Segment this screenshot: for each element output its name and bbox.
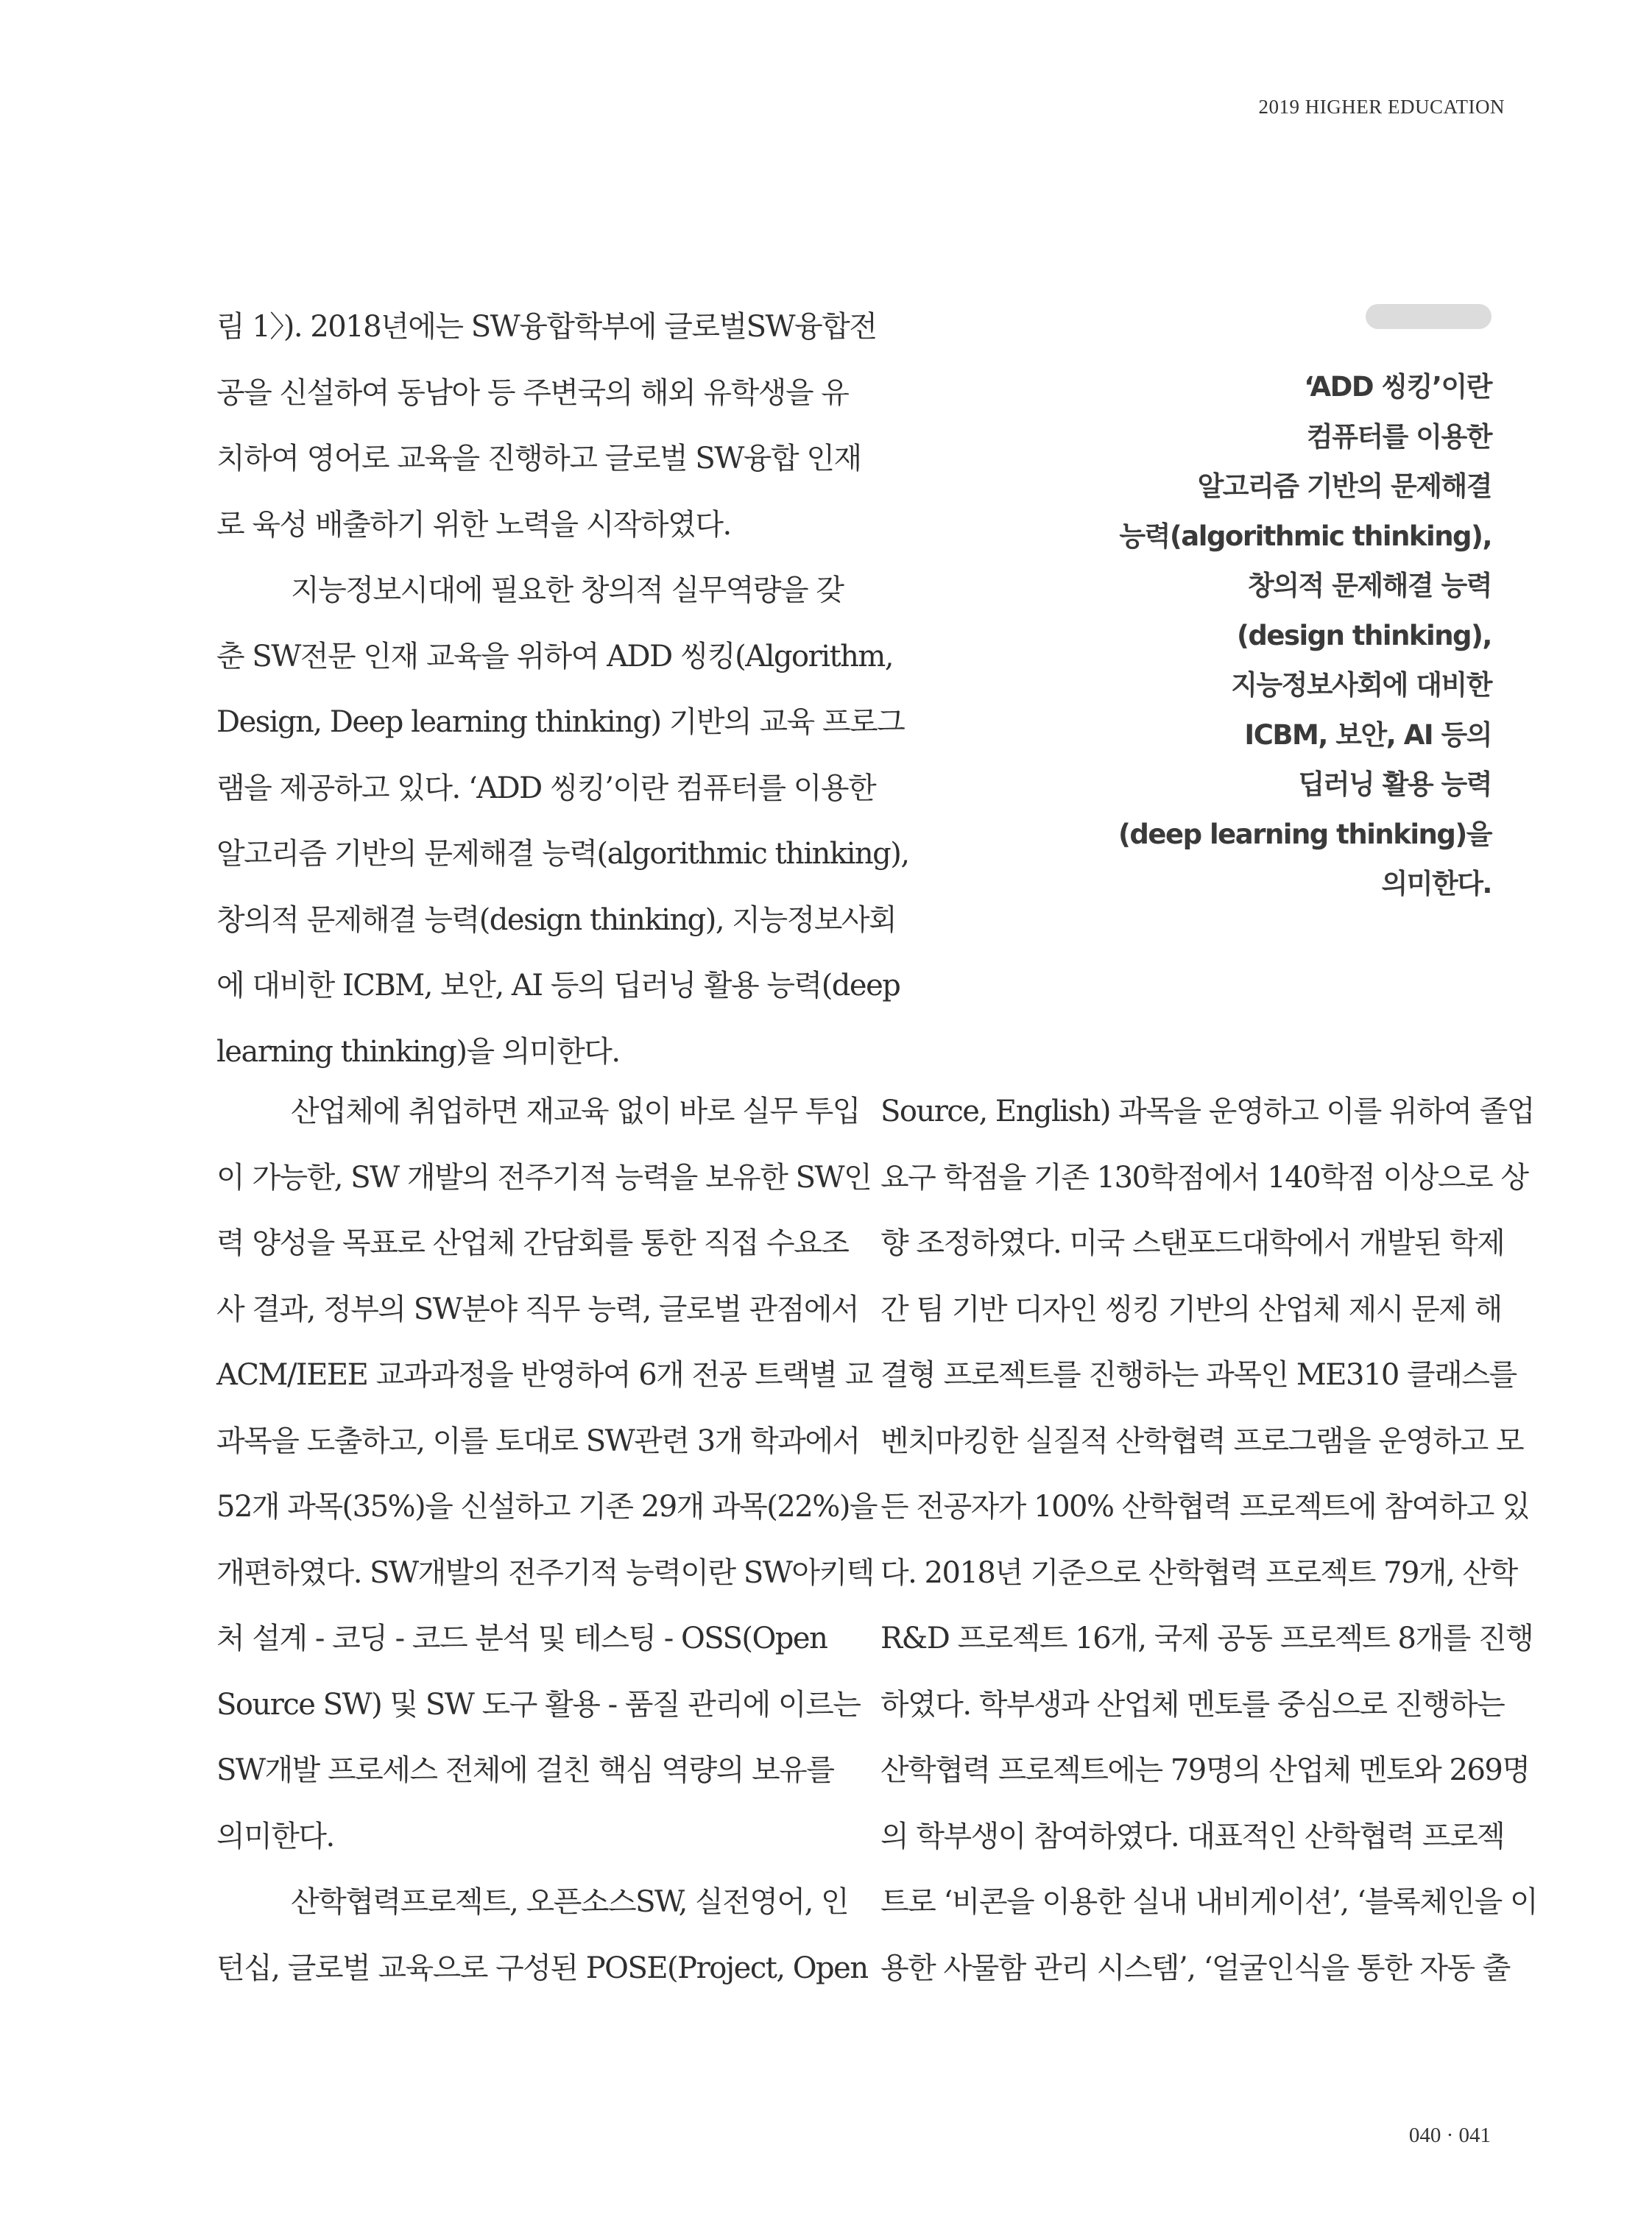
pull-quote-line: 딥러닝 활용 능력 <box>1298 768 1492 800</box>
text-line: 치하여 영어로 교육을 진행하고 글로벌 SW융합 인재 <box>216 442 861 476</box>
text-line: 의미한다. <box>216 1819 334 1853</box>
text-line: 에 대비한 ICBM, 보안, AI 등의 딥러닝 활용 능력(deep <box>216 969 900 1003</box>
pull-quote-line: ICBM, 보안, AI 등의 <box>1244 718 1492 751</box>
text-line: learning thinking)을 의미한다. <box>216 1034 620 1069</box>
pull-quote-line: 창의적 문제해결 능력 <box>1248 570 1492 601</box>
text-line: R&D 프로젝트 16개, 국제 공동 프로젝트 8개를 진행 <box>880 1622 1533 1655</box>
text-line: 춘 SW전문 인재 교육을 위하여 ADD 씽킹(Algorithm, <box>216 639 894 674</box>
text-line: 처 설계 - 코딩 - 코드 분석 및 테스팅 - OSS(Open <box>216 1622 827 1655</box>
text-line: 알고리즘 기반의 문제해결 능력(algorithmic thinking), <box>216 837 909 871</box>
text-line: 결형 프로젝트를 진행하는 과목인 ME310 클래스를 <box>880 1358 1517 1392</box>
text-line: 든 전공자가 100% 산학협력 프로젝트에 참여하고 있 <box>880 1490 1530 1524</box>
page-number: 040 · 041 <box>1408 2124 1491 2147</box>
running-header: 2019 HIGHER EDUCATION <box>1258 96 1505 118</box>
text-line: 개편하였다. SW개발의 전주기적 능력이란 SW아키텍 <box>216 1555 874 1590</box>
text-line: SW개발 프로세스 전체에 걸친 핵심 역량의 보유를 <box>216 1753 834 1787</box>
paragraph <box>216 1870 868 2001</box>
text-line: 다. 2018년 기준으로 산학협력 프로젝트 79개, 산학 <box>880 1555 1517 1590</box>
text-line: 공을 신설하여 동남아 등 주변국의 해외 유학생을 유 <box>216 375 849 410</box>
text-line: Design, Deep learning thinking) 기반의 교육 프로그 <box>216 705 905 739</box>
pull-quote-line: ‘ADD 씽킹’이란 <box>1304 371 1492 403</box>
text-line: 램을 제공하고 있다. ‘ADD 씽킹’이란 컴퓨터를 이용한 <box>216 771 876 805</box>
paragraph <box>880 1079 1538 2001</box>
left-column-top <box>216 294 909 1085</box>
pull-quote-line: (design thinking), <box>1236 619 1492 651</box>
pull-quote-line: 지능정보사회에 대비한 <box>1231 669 1492 701</box>
text-line: 력 양성을 목표로 산업체 간담회를 통한 직접 수요조 <box>216 1226 849 1260</box>
text-line: 트로 ‘비콘을 이용한 실내 내비게이션’, ‘블록체인을 이 <box>880 1885 1538 1919</box>
text-line: 간 팀 기반 디자인 씽킹 기반의 산업체 제시 문제 해 <box>880 1292 1502 1326</box>
text-line: 용한 사물함 관리 시스템’, ‘얼굴인식을 통한 자동 출 <box>880 1951 1510 1985</box>
text-line: 지능정보시대에 필요한 창의적 실무역량을 갖 <box>291 573 844 607</box>
pull-quote-line: 의미한다. <box>1381 868 1492 899</box>
text-line: 이 가능한, SW 개발의 전주기적 능력을 보유한 SW인 <box>216 1160 872 1195</box>
text-line: ACM/IEEE 교과과정을 반영하여 6개 전공 트랙별 교 <box>216 1358 872 1392</box>
text-line: Source, English) 과목을 운영하고 이를 위하여 졸업 <box>880 1095 1534 1128</box>
text-line: Source SW) 및 SW 도구 활용 - 품질 관리에 이르는 <box>216 1687 861 1722</box>
text-line: 로 육성 배출하기 위한 노력을 시작하였다. <box>216 507 731 542</box>
text-line: 52개 과목(35%)을 신설하고 기존 29개 과목(22%)을 <box>216 1490 878 1524</box>
text-line: 창의적 문제해결 능력(design thinking), 지능정보사회 <box>216 902 897 937</box>
text-line: 하였다. 학부생과 산업체 멘토를 중심으로 진행하는 <box>880 1687 1505 1722</box>
text-line: 의 학부생이 참여하였다. 대표적인 산학협력 프로젝 <box>880 1819 1505 1853</box>
right-column-bottom <box>880 1079 1538 2001</box>
text-line: 요구 학점을 기존 130학점에서 140학점 이상으로 상 <box>880 1160 1528 1195</box>
pull-quote-line: (deep learning thinking)을 <box>1118 818 1492 850</box>
text-line: 산학협력 프로젝트에는 79명의 산업체 멘토와 269명 <box>880 1753 1530 1787</box>
paragraph <box>216 294 877 558</box>
text-line: 산업체에 취업하면 재교육 없이 바로 실무 투입 <box>291 1095 860 1128</box>
pull-quote <box>1079 362 1492 909</box>
text-line: 림 1〉). 2018년에는 SW융합학부에 글로벌SW융합전 <box>216 310 877 344</box>
pull-quote-bar <box>1366 304 1492 329</box>
text-line: 사 결과, 정부의 SW분야 직무 능력, 글로벌 관점에서 <box>216 1292 859 1326</box>
pull-quote-line: 알고리즘 기반의 문제해결 <box>1197 470 1492 502</box>
left-column-bottom <box>216 1079 878 2001</box>
paragraph <box>216 1079 878 1870</box>
text-line: 향 조정하였다. 미국 스탠포드대학에서 개발된 학제 <box>880 1226 1505 1260</box>
pull-quote-line: 능력(algorithmic thinking), <box>1119 520 1492 552</box>
paragraph <box>216 558 909 1085</box>
text-line: 벤치마킹한 실질적 산학협력 프로그램을 운영하고 모 <box>880 1424 1524 1458</box>
text-line: 산학협력프로젝트, 오픈소스SW, 실전영어, 인 <box>291 1885 849 1919</box>
text-line: 턴십, 글로벌 교육으로 구성된 POSE(Project, Open <box>216 1951 868 1985</box>
text-line: 과목을 도출하고, 이를 토대로 SW관련 3개 학과에서 <box>216 1424 860 1458</box>
pull-quote-line: 컴퓨터를 이용한 <box>1306 420 1492 453</box>
